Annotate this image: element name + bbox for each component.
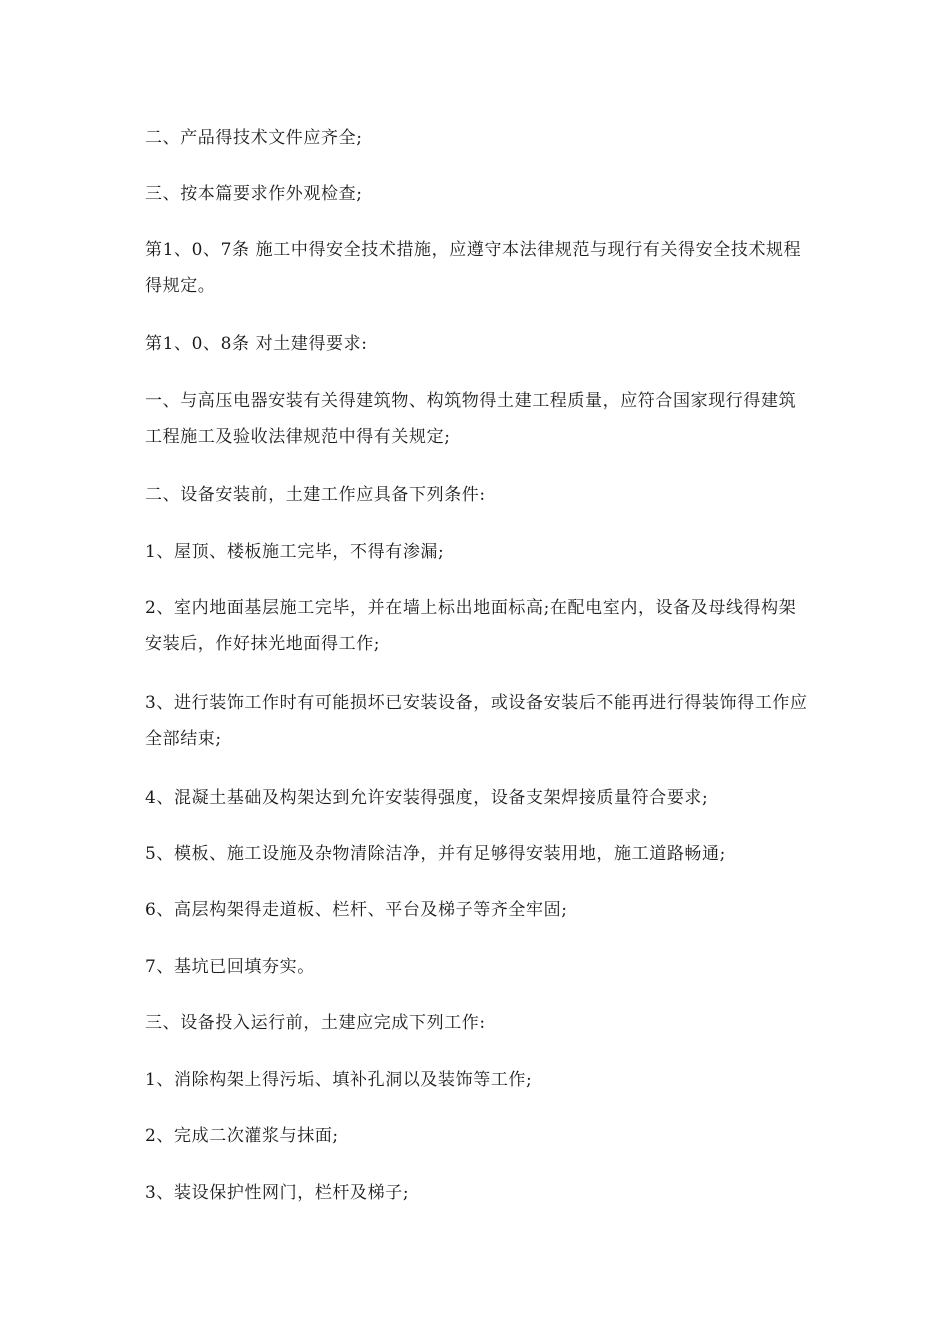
paragraph-article-1-0-8: 第1、0、8条 对土建得要求: <box>145 334 368 354</box>
list-item-indoor-floor: 2、室内地面基层施工完毕，并在墙上标出地面标高;在配电室内，设备及母线得构架安装后，作好抹光地面得工作; <box>145 598 797 654</box>
list-item-decoration-work: 3、进行装饰工作时有可能损坏已安装设备，或设备安装后不能再进行得装饰得工作应全部结束; <box>145 693 808 749</box>
paragraph-civil-quality: 一、与高压电器安装有关得建筑物、构筑物得土建工程质量，应符合国家现行得建筑工程施工及验收法律规范中得有关规定; <box>145 391 797 447</box>
list-item-backfill: 7、基坑已回填夯实。 <box>145 957 315 977</box>
paragraph-product-docs: 二、产品得技术文件应齐全; <box>145 128 363 148</box>
paragraph-before-operation: 三、设备投入运行前，土建应完成下列工作: <box>145 1013 486 1033</box>
paragraph-article-1-0-7: 第1、0、7条 施工中得安全技术措施，应遵守本法律规范与现行有关得安全技术规程得规定。 <box>145 240 802 296</box>
list-item-grouting: 2、完成二次灌浆与抹面; <box>145 1126 339 1146</box>
list-item-walkway: 6、高层构架得走道板、栏杆、平台及梯子等齐全牢固; <box>145 900 568 920</box>
list-item-roof-floor: 1、屋顶、楼板施工完毕，不得有渗漏; <box>145 542 445 562</box>
list-item-guard-gates: 3、装设保护性网门，栏杆及梯子; <box>145 1183 410 1203</box>
list-item-cleanup: 5、模板、施工设施及杂物清除洁净，并有足够得安装用地，施工道路畅通; <box>145 844 726 864</box>
list-item-remove-dirt: 1、消除构架上得污垢、填补孔洞以及装饰等工作; <box>145 1070 533 1090</box>
paragraph-visual-inspection: 三、按本篇要求作外观检查; <box>145 184 363 204</box>
paragraph-before-install: 二、设备安装前，土建工作应具备下列条件: <box>145 485 486 505</box>
list-item-concrete-foundation: 4、混凝土基础及构架达到允许安装得强度，设备支架焊接质量符合要求; <box>145 788 709 808</box>
